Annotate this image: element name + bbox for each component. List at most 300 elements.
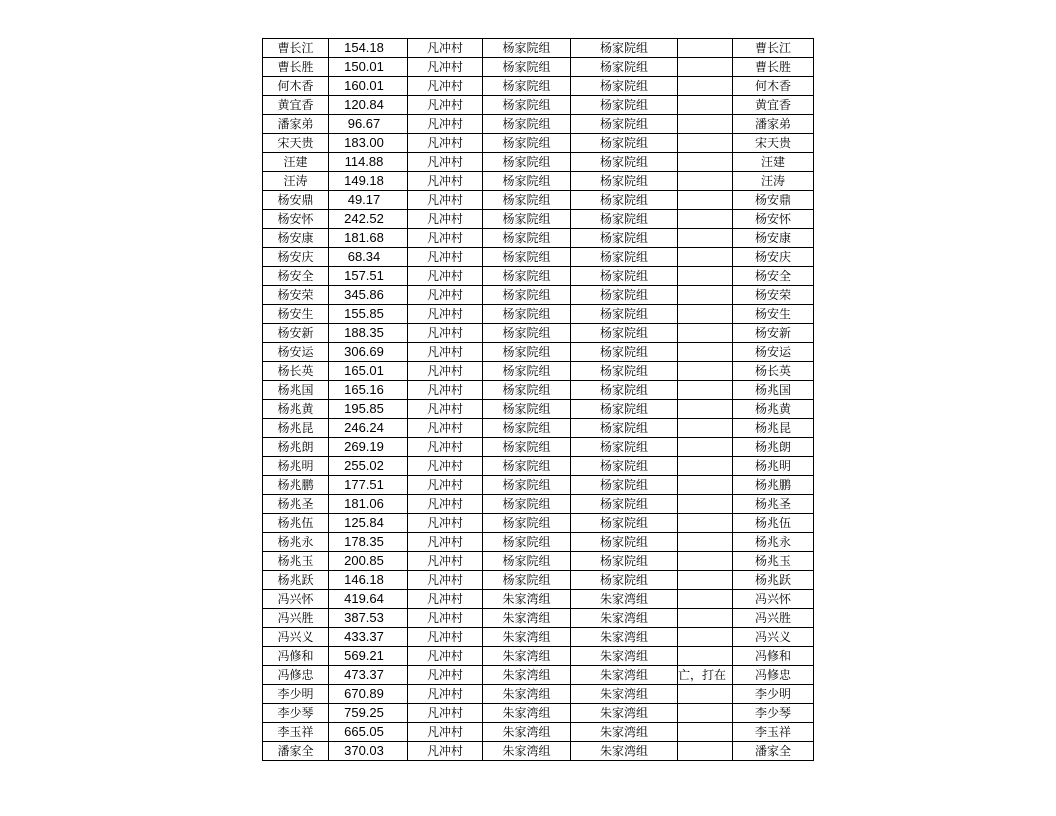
note-cell: [678, 58, 733, 77]
name-cell-2: 李少琴: [733, 704, 814, 723]
amount-cell: 181.06: [329, 495, 408, 514]
group-cell-2: 朱家湾组: [571, 704, 678, 723]
note-cell: [678, 172, 733, 191]
note-cell: [678, 210, 733, 229]
village-cell: 凡冲村: [408, 742, 483, 761]
amount-cell: 387.53: [329, 609, 408, 628]
group-cell-2: 杨家院组: [571, 210, 678, 229]
amount-cell: 665.05: [329, 723, 408, 742]
village-cell: 凡冲村: [408, 571, 483, 590]
group-cell: 朱家湾组: [483, 590, 571, 609]
amount-cell: 150.01: [329, 58, 408, 77]
name-cell-2: 李玉祥: [733, 723, 814, 742]
group-cell: 朱家湾组: [483, 704, 571, 723]
group-cell-2: 朱家湾组: [571, 628, 678, 647]
name-cell: 杨兆圣: [263, 495, 329, 514]
table-row: [263, 153, 814, 172]
group-cell: 杨家院组: [483, 495, 571, 514]
amount-cell: 183.00: [329, 134, 408, 153]
name-cell-2: 杨兆明: [733, 457, 814, 476]
group-cell-2: 朱家湾组: [571, 666, 678, 685]
name-cell-2: 杨兆黄: [733, 400, 814, 419]
name-cell-2: 曹长胜: [733, 58, 814, 77]
table-row: [263, 286, 814, 305]
name-cell-2: 汪涛: [733, 172, 814, 191]
amount-cell: 157.51: [329, 267, 408, 286]
group-cell: 杨家院组: [483, 552, 571, 571]
village-cell: 凡冲村: [408, 210, 483, 229]
group-cell-2: 杨家院组: [571, 172, 678, 191]
group-cell-2: 朱家湾组: [571, 685, 678, 704]
table-row: [263, 115, 814, 134]
note-cell: [678, 229, 733, 248]
note-cell: [678, 742, 733, 761]
group-cell: 杨家院组: [483, 58, 571, 77]
table-row: [263, 514, 814, 533]
village-cell: 凡冲村: [408, 153, 483, 172]
name-cell-2: 杨兆玉: [733, 552, 814, 571]
group-cell: 杨家院组: [483, 248, 571, 267]
group-cell: 杨家院组: [483, 286, 571, 305]
table-row: [263, 552, 814, 571]
amount-cell: 114.88: [329, 153, 408, 172]
group-cell-2: 杨家院组: [571, 343, 678, 362]
group-cell-2: 杨家院组: [571, 438, 678, 457]
table-row: [263, 58, 814, 77]
name-cell-2: 杨安荣: [733, 286, 814, 305]
note-cell: [678, 400, 733, 419]
group-cell: 杨家院组: [483, 533, 571, 552]
table-row: [263, 476, 814, 495]
note-cell: [678, 324, 733, 343]
amount-cell: 255.02: [329, 457, 408, 476]
note-cell: [678, 286, 733, 305]
amount-cell: 181.68: [329, 229, 408, 248]
name-cell: 杨兆国: [263, 381, 329, 400]
name-cell: 杨兆明: [263, 457, 329, 476]
village-cell: 凡冲村: [408, 77, 483, 96]
group-cell: 杨家院组: [483, 381, 571, 400]
name-cell-2: 杨兆圣: [733, 495, 814, 514]
name-cell-2: 何木香: [733, 77, 814, 96]
table-row: [263, 742, 814, 761]
name-cell: 黄宜香: [263, 96, 329, 115]
name-cell: 杨兆伍: [263, 514, 329, 533]
table-row: [263, 609, 814, 628]
name-cell: 杨安新: [263, 324, 329, 343]
note-cell: [678, 476, 733, 495]
note-cell: [678, 533, 733, 552]
name-cell: 曹长江: [263, 39, 329, 58]
group-cell-2: 朱家湾组: [571, 590, 678, 609]
table-row: [263, 77, 814, 96]
note-cell: [678, 419, 733, 438]
amount-cell: 146.18: [329, 571, 408, 590]
name-cell: 杨兆永: [263, 533, 329, 552]
name-cell-2: 冯兴怀: [733, 590, 814, 609]
amount-cell: 96.67: [329, 115, 408, 134]
village-cell: 凡冲村: [408, 286, 483, 305]
group-cell: 杨家院组: [483, 457, 571, 476]
table-row: [263, 267, 814, 286]
village-cell: 凡冲村: [408, 305, 483, 324]
amount-cell: 670.89: [329, 685, 408, 704]
name-cell-2: 杨安生: [733, 305, 814, 324]
amount-cell: 370.03: [329, 742, 408, 761]
table-row: [263, 172, 814, 191]
group-cell-2: 杨家院组: [571, 305, 678, 324]
name-cell-2: 杨长英: [733, 362, 814, 381]
table-row: [263, 362, 814, 381]
amount-cell: 419.64: [329, 590, 408, 609]
group-cell: 朱家湾组: [483, 685, 571, 704]
table-row: [263, 571, 814, 590]
table-row: [263, 305, 814, 324]
table-row: [263, 666, 814, 685]
group-cell: 朱家湾组: [483, 647, 571, 666]
group-cell-2: 杨家院组: [571, 533, 678, 552]
group-cell-2: 杨家院组: [571, 286, 678, 305]
name-cell-2: 杨安新: [733, 324, 814, 343]
village-cell: 凡冲村: [408, 267, 483, 286]
group-cell-2: 杨家院组: [571, 229, 678, 248]
village-cell: 凡冲村: [408, 704, 483, 723]
table-row: [263, 381, 814, 400]
name-cell: 杨安鼎: [263, 191, 329, 210]
name-cell: 李少明: [263, 685, 329, 704]
table-row: [263, 495, 814, 514]
name-cell-2: 李少明: [733, 685, 814, 704]
name-cell: 李玉祥: [263, 723, 329, 742]
name-cell-2: 汪建: [733, 153, 814, 172]
table-row: [263, 647, 814, 666]
name-cell-2: 杨安运: [733, 343, 814, 362]
group-cell-2: 杨家院组: [571, 153, 678, 172]
name-cell-2: 冯兴义: [733, 628, 814, 647]
note-cell: [678, 628, 733, 647]
group-cell-2: 杨家院组: [571, 457, 678, 476]
group-cell: 杨家院组: [483, 324, 571, 343]
amount-cell: 177.51: [329, 476, 408, 495]
note-cell: [678, 590, 733, 609]
name-cell: 冯兴胜: [263, 609, 329, 628]
name-cell: 冯兴义: [263, 628, 329, 647]
name-cell-2: 潘家全: [733, 742, 814, 761]
name-cell: 杨安运: [263, 343, 329, 362]
village-cell: 凡冲村: [408, 248, 483, 267]
group-cell: 朱家湾组: [483, 609, 571, 628]
name-cell-2: 黄宜香: [733, 96, 814, 115]
group-cell-2: 杨家院组: [571, 476, 678, 495]
group-cell: 朱家湾组: [483, 628, 571, 647]
group-cell: 杨家院组: [483, 400, 571, 419]
name-cell: 曹长胜: [263, 58, 329, 77]
name-cell-2: 冯修忠: [733, 666, 814, 685]
name-cell: 潘家弟: [263, 115, 329, 134]
group-cell: 杨家院组: [483, 267, 571, 286]
table-row: [263, 210, 814, 229]
amount-cell: 473.37: [329, 666, 408, 685]
village-cell: 凡冲村: [408, 533, 483, 552]
amount-cell: 306.69: [329, 343, 408, 362]
group-cell-2: 杨家院组: [571, 58, 678, 77]
table-row: [263, 590, 814, 609]
village-cell: 凡冲村: [408, 666, 483, 685]
group-cell-2: 杨家院组: [571, 77, 678, 96]
group-cell: 朱家湾组: [483, 742, 571, 761]
name-cell: 杨兆朗: [263, 438, 329, 457]
note-cell: [678, 514, 733, 533]
table-row: [263, 533, 814, 552]
village-cell: 凡冲村: [408, 457, 483, 476]
group-cell: 杨家院组: [483, 305, 571, 324]
name-cell: 杨安全: [263, 267, 329, 286]
name-cell-2: 杨安康: [733, 229, 814, 248]
amount-cell: 149.18: [329, 172, 408, 191]
name-cell-2: 曹长江: [733, 39, 814, 58]
table-row: [263, 723, 814, 742]
name-cell: 杨兆跃: [263, 571, 329, 590]
amount-cell: 165.16: [329, 381, 408, 400]
name-cell-2: 冯修和: [733, 647, 814, 666]
table-row: [263, 191, 814, 210]
group-cell-2: 杨家院组: [571, 552, 678, 571]
name-cell: 杨安庆: [263, 248, 329, 267]
name-cell: 杨安荣: [263, 286, 329, 305]
village-cell: 凡冲村: [408, 495, 483, 514]
note-cell: [678, 191, 733, 210]
note-cell: [678, 343, 733, 362]
amount-cell: 569.21: [329, 647, 408, 666]
group-cell: 杨家院组: [483, 210, 571, 229]
amount-cell: 433.37: [329, 628, 408, 647]
group-cell-2: 朱家湾组: [571, 647, 678, 666]
village-cell: 凡冲村: [408, 172, 483, 191]
group-cell: 杨家院组: [483, 476, 571, 495]
note-cell: [678, 77, 733, 96]
group-cell: 杨家院组: [483, 96, 571, 115]
name-cell-2: 杨兆鹏: [733, 476, 814, 495]
group-cell: 杨家院组: [483, 172, 571, 191]
name-cell: 冯修忠: [263, 666, 329, 685]
name-cell: 冯兴怀: [263, 590, 329, 609]
village-cell: 凡冲村: [408, 476, 483, 495]
note-cell: [678, 609, 733, 628]
name-cell: 宋天贵: [263, 134, 329, 153]
village-cell: 凡冲村: [408, 58, 483, 77]
note-cell: 亡，打在: [678, 666, 733, 685]
group-cell-2: 朱家湾组: [571, 609, 678, 628]
note-cell: [678, 438, 733, 457]
group-cell-2: 杨家院组: [571, 362, 678, 381]
group-cell: 杨家院组: [483, 153, 571, 172]
village-cell: 凡冲村: [408, 590, 483, 609]
group-cell-2: 朱家湾组: [571, 742, 678, 761]
amount-cell: 154.18: [329, 39, 408, 58]
amount-cell: 269.19: [329, 438, 408, 457]
name-cell-2: 杨兆朗: [733, 438, 814, 457]
village-cell: 凡冲村: [408, 39, 483, 58]
group-cell-2: 杨家院组: [571, 324, 678, 343]
village-cell: 凡冲村: [408, 514, 483, 533]
name-cell-2: 杨安全: [733, 267, 814, 286]
village-cell: 凡冲村: [408, 324, 483, 343]
village-cell: 凡冲村: [408, 381, 483, 400]
table-row: [263, 343, 814, 362]
group-cell-2: 杨家院组: [571, 514, 678, 533]
table-row: [263, 229, 814, 248]
name-cell: 冯修和: [263, 647, 329, 666]
village-cell: 凡冲村: [408, 438, 483, 457]
amount-cell: 165.01: [329, 362, 408, 381]
note-cell: [678, 647, 733, 666]
note-cell: [678, 267, 733, 286]
village-cell: 凡冲村: [408, 343, 483, 362]
name-cell: 杨兆黄: [263, 400, 329, 419]
note-cell: [678, 552, 733, 571]
village-cell: 凡冲村: [408, 628, 483, 647]
name-cell: 杨长英: [263, 362, 329, 381]
note-cell: [678, 115, 733, 134]
table-body: [263, 39, 814, 761]
name-cell-2: 潘家弟: [733, 115, 814, 134]
table-row: [263, 457, 814, 476]
name-cell: 杨安生: [263, 305, 329, 324]
note-cell: [678, 134, 733, 153]
name-cell: 汪涛: [263, 172, 329, 191]
village-cell: 凡冲村: [408, 609, 483, 628]
amount-cell: 345.86: [329, 286, 408, 305]
village-cell: 凡冲村: [408, 723, 483, 742]
group-cell: 杨家院组: [483, 419, 571, 438]
group-cell-2: 杨家院组: [571, 39, 678, 58]
group-cell: 朱家湾组: [483, 723, 571, 742]
table-row: [263, 134, 814, 153]
name-cell-2: 杨兆跃: [733, 571, 814, 590]
amount-cell: 120.84: [329, 96, 408, 115]
group-cell-2: 杨家院组: [571, 419, 678, 438]
group-cell: 杨家院组: [483, 191, 571, 210]
name-cell-2: 杨安鼎: [733, 191, 814, 210]
name-cell: 李少琴: [263, 704, 329, 723]
note-cell: [678, 381, 733, 400]
amount-cell: 200.85: [329, 552, 408, 571]
table-row: [263, 628, 814, 647]
table-row: [263, 438, 814, 457]
note-cell: [678, 153, 733, 172]
name-cell-2: 杨兆国: [733, 381, 814, 400]
village-cell: 凡冲村: [408, 400, 483, 419]
village-cell: 凡冲村: [408, 191, 483, 210]
table-row: [263, 324, 814, 343]
group-cell: 杨家院组: [483, 343, 571, 362]
village-cell: 凡冲村: [408, 96, 483, 115]
group-cell-2: 杨家院组: [571, 115, 678, 134]
note-cell: [678, 362, 733, 381]
name-cell-2: 杨兆伍: [733, 514, 814, 533]
name-cell-2: 杨安庆: [733, 248, 814, 267]
amount-cell: 759.25: [329, 704, 408, 723]
village-cell: 凡冲村: [408, 362, 483, 381]
table-row: [263, 685, 814, 704]
amount-cell: 242.52: [329, 210, 408, 229]
group-cell-2: 杨家院组: [571, 191, 678, 210]
group-cell: 杨家院组: [483, 115, 571, 134]
village-cell: 凡冲村: [408, 419, 483, 438]
group-cell-2: 杨家院组: [571, 495, 678, 514]
group-cell-2: 杨家院组: [571, 248, 678, 267]
note-cell: [678, 457, 733, 476]
name-cell-2: 杨兆昆: [733, 419, 814, 438]
name-cell: 杨兆昆: [263, 419, 329, 438]
amount-cell: 125.84: [329, 514, 408, 533]
group-cell-2: 杨家院组: [571, 381, 678, 400]
name-cell: 何木香: [263, 77, 329, 96]
village-cell: 凡冲村: [408, 552, 483, 571]
group-cell: 杨家院组: [483, 229, 571, 248]
note-cell: [678, 495, 733, 514]
group-cell-2: 杨家院组: [571, 134, 678, 153]
table-row: [263, 419, 814, 438]
amount-cell: 246.24: [329, 419, 408, 438]
note-cell: [678, 39, 733, 58]
name-cell: 杨兆鹏: [263, 476, 329, 495]
village-cell: 凡冲村: [408, 685, 483, 704]
name-cell: 杨安康: [263, 229, 329, 248]
name-cell-2: 杨安怀: [733, 210, 814, 229]
table-row: [263, 248, 814, 267]
note-cell: [678, 305, 733, 324]
group-cell: 杨家院组: [483, 362, 571, 381]
amount-cell: 49.17: [329, 191, 408, 210]
note-cell: [678, 723, 733, 742]
amount-cell: 160.01: [329, 77, 408, 96]
group-cell: 杨家院组: [483, 571, 571, 590]
spreadsheet-table: [262, 38, 814, 761]
note-cell: [678, 685, 733, 704]
amount-cell: 155.85: [329, 305, 408, 324]
group-cell-2: 杨家院组: [571, 400, 678, 419]
village-cell: 凡冲村: [408, 647, 483, 666]
group-cell-2: 杨家院组: [571, 571, 678, 590]
table-row: [263, 96, 814, 115]
name-cell: 汪建: [263, 153, 329, 172]
amount-cell: 188.35: [329, 324, 408, 343]
note-cell: [678, 704, 733, 723]
name-cell-2: 杨兆永: [733, 533, 814, 552]
group-cell: 杨家院组: [483, 134, 571, 153]
village-cell: 凡冲村: [408, 229, 483, 248]
amount-cell: 68.34: [329, 248, 408, 267]
group-cell: 杨家院组: [483, 39, 571, 58]
table-row: [263, 39, 814, 58]
table-row: [263, 400, 814, 419]
amount-cell: 178.35: [329, 533, 408, 552]
name-cell-2: 宋天贵: [733, 134, 814, 153]
name-cell: 杨安怀: [263, 210, 329, 229]
village-cell: 凡冲村: [408, 134, 483, 153]
note-cell: [678, 248, 733, 267]
group-cell: 杨家院组: [483, 77, 571, 96]
name-cell: 杨兆玉: [263, 552, 329, 571]
group-cell: 杨家院组: [483, 438, 571, 457]
group-cell-2: 杨家院组: [571, 96, 678, 115]
village-cell: 凡冲村: [408, 115, 483, 134]
note-cell: [678, 96, 733, 115]
note-cell: [678, 571, 733, 590]
name-cell-2: 冯兴胜: [733, 609, 814, 628]
name-cell: 潘家全: [263, 742, 329, 761]
